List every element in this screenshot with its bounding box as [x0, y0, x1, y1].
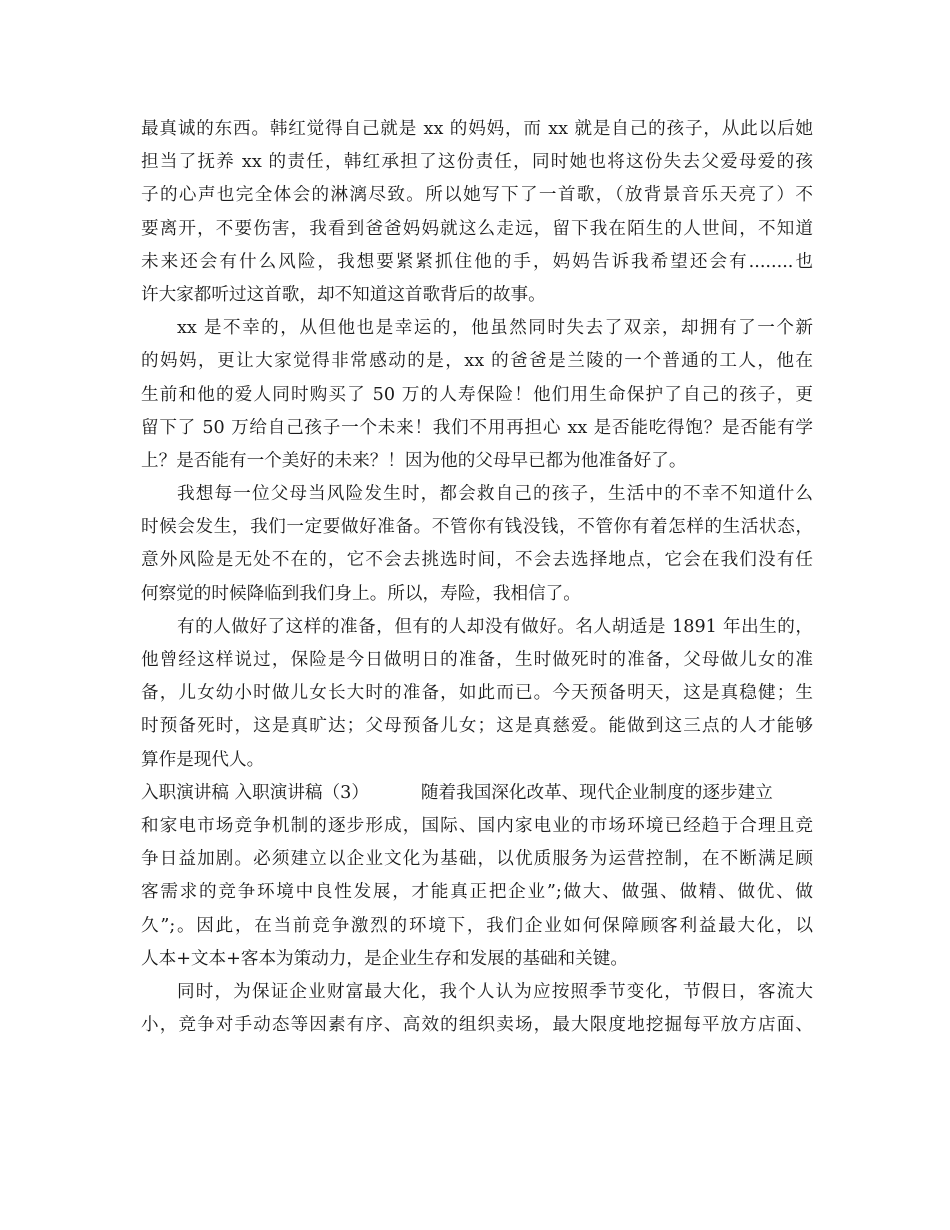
text-line: 留下了 50 万给自己孩子一个未来！我们不用再担心 xx 是否能吃得饱？是否能有学 [141, 417, 813, 438]
text-line: xx 是不幸的，从但他也是幸运的，他虽然同时失去了双亲，却拥有了一个新 [177, 318, 813, 339]
text-line: 算作是现代人。 [141, 749, 265, 770]
paragraph [141, 777, 813, 976]
document-body [141, 113, 813, 1042]
text-line: 小，竞争对手动态等因素有序、高效的组织卖场，最大限度地挖掘每平放方店面、 [141, 1015, 813, 1036]
text-line: 他曾经这样说过，保险是今日做明日的准备，生时做死时的准备，父母做儿女的准 [141, 650, 813, 670]
text-line: 同时，为保证企业财富最大化，我个人认为应按照季节变化，节假日，客流大 [177, 981, 813, 1002]
paragraph [141, 312, 813, 478]
paragraph [141, 976, 813, 1042]
text-line: 久”;。因此，在当前竞争激烈的环境下，我们企业如何保障顾客利益最大化，以 [141, 915, 813, 936]
text-line: 时预备死时，这是真旷达；父母预备儿女；这是真慈爱。能做到这三点的人才能够 [141, 716, 813, 737]
paragraph [141, 113, 813, 312]
paragraph [141, 611, 813, 777]
text-line: 客需求的竞争环境中良性发展，才能真正把企业”;做大、做强、做精、做优、做 [141, 882, 813, 903]
text-line: 意外风险是无处不在的，它不会去挑选时间，不会去选择地点，它会在我们没有任 [141, 550, 813, 571]
text-line: 最真诚的东西。韩红觉得自己就是 xx 的妈妈，而 xx 就是自己的孩子，从此以后她 [141, 119, 813, 139]
text-line [141, 777, 813, 810]
text-line: 人本+文本+客本为策动力，是企业生存和发展的基础和关键。 [141, 948, 628, 969]
section-heading: 入职演讲稿 入职演讲稿（3） [141, 782, 369, 803]
text-line: 的妈妈，更让大家觉得非常感动的是，xx 的爸爸是兰陵的一个普通的工人，他在 [141, 351, 813, 372]
text-line: 上？是否能有一个美好的未来？！因为他的父母早已都为他准备好了。 [141, 450, 687, 471]
text-line: 担当了抚养 xx 的责任，韩红承担了这份责任，同时她也将这份失去父爱母爱的孩 [141, 152, 813, 173]
text-line: 未来还会有什么风险，我想要紧紧抓住他的手，妈妈告诉我希望还会有........也 [141, 251, 813, 272]
text-line: 争日益加剧。必须建立以企业文化为基础，以优质服务为运营控制，在不断满足顾 [141, 849, 813, 870]
text-run: 随着我国深化改革、现代企业制度的逐步建立 [420, 782, 773, 803]
text-line: 许大家都听过这首歌，却不知道这首歌背后的故事。 [141, 284, 546, 305]
paragraph [141, 478, 813, 611]
text-line: 有的人做好了这样的准备，但有的人却没有做好。名人胡适是 1891 年出生的， [177, 616, 813, 637]
text-line: 要离开，不要伤害，我看到爸爸妈妈就这么走远，留下我在陌生的人世间，不知道 [141, 218, 813, 239]
text-line: 和家电市场竞争机制的逐步形成，国际、国内家电业的市场环境已经趋于合理且竞 [141, 815, 813, 836]
text-line: 我想每一位父母当风险发生时，都会救自己的孩子，生活中的不幸不知道什么 [177, 484, 813, 505]
text-line: 时候会发生，我们一定要做好准备。不管你有钱没钱，不管你有着怎样的生活状态， [141, 517, 813, 538]
text-line: 生前和他的爱人同时购买了 50 万的人寿保险！他们用生命保护了自己的孩子，更 [141, 384, 813, 405]
text-line: 子的心声也完全体会的淋漓尽致。所以她写下了一首歌，（放背景音乐天亮了）不 [141, 185, 813, 206]
text-line: 何察觉的时候降临到我们身上。所以，寿险，我相信了。 [141, 583, 581, 604]
text-line: 备，儿女幼小时做儿女长大时的准备，如此而已。今天预备明天，这是真稳健；生 [141, 683, 813, 704]
